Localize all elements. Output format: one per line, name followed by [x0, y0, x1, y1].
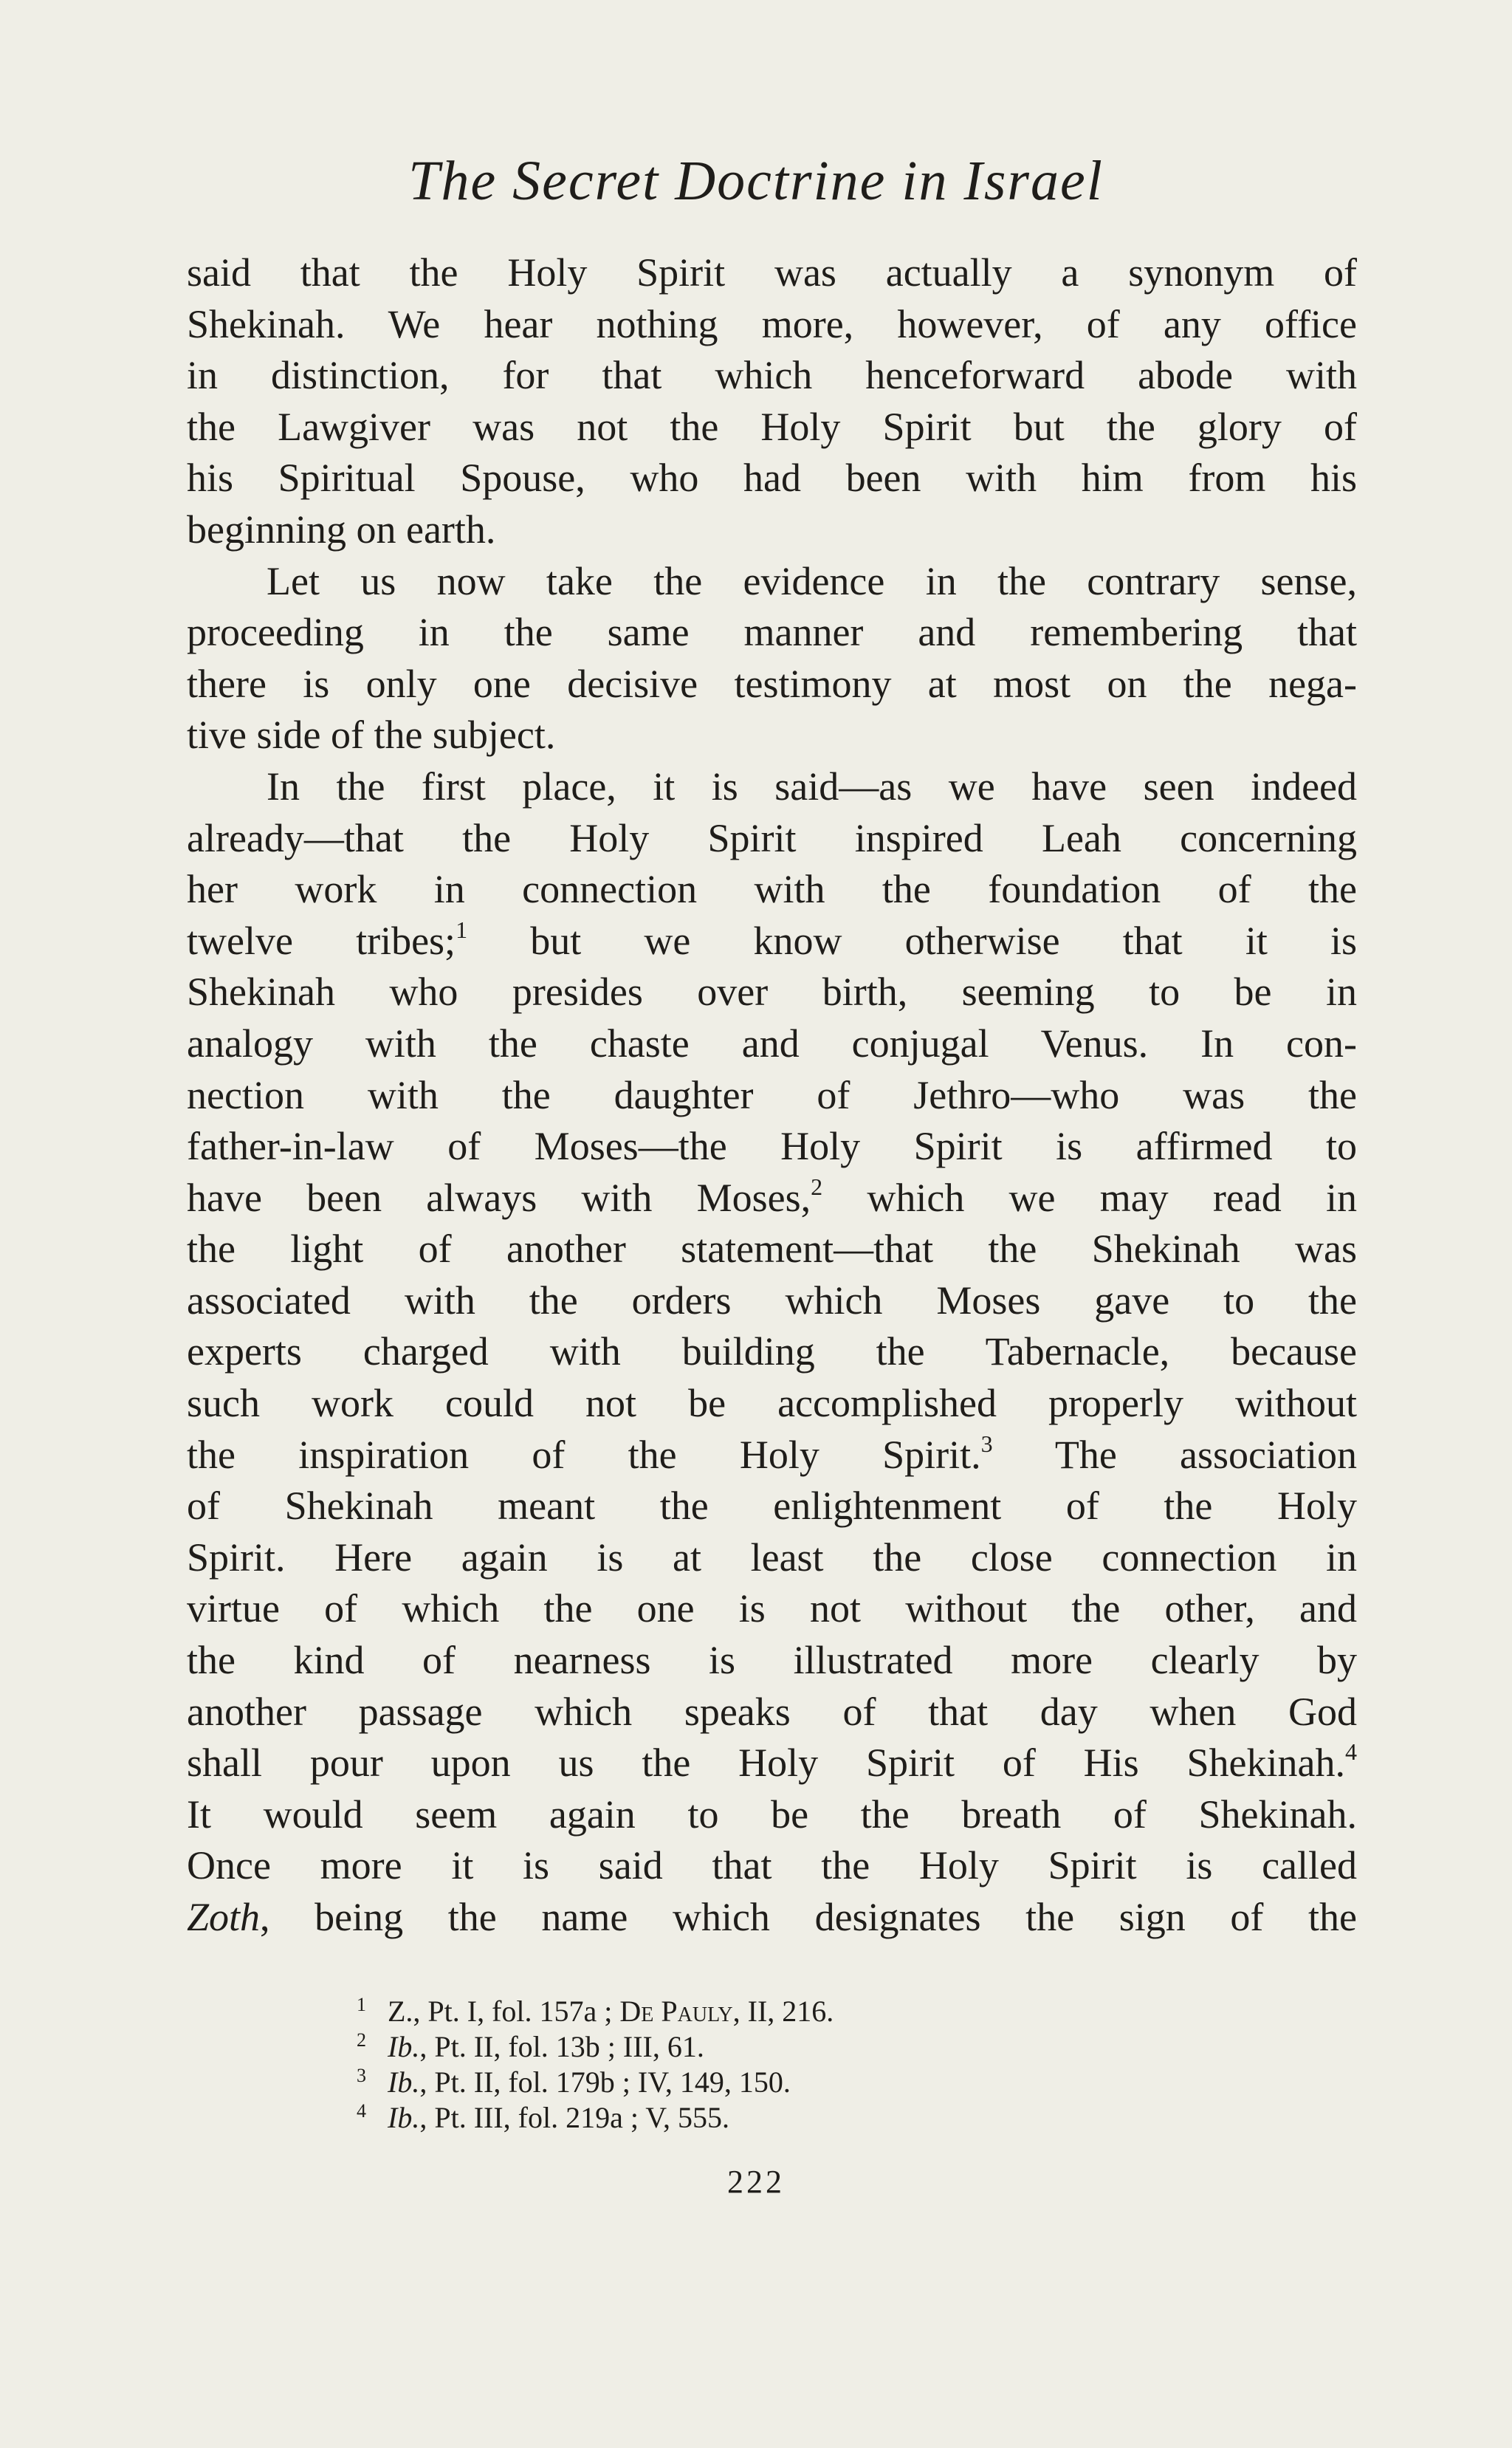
text-line: the light of another statement—that the Shekinah was	[187, 1227, 1357, 1272]
text-line: analogy with the chaste and conjugal Venus. In con-	[187, 1021, 1357, 1066]
text-line	[187, 1173, 1357, 1224]
text-line: virtue of which the one is not without the other, and	[187, 1586, 1357, 1631]
text-segment: The association	[992, 1432, 1357, 1477]
text-line: father-in-law of Moses—the Holy Spirit is affirmed to	[187, 1124, 1357, 1169]
text-line: In the first place, it is said—as we have seen indeed	[267, 764, 1357, 809]
text-segment: twelve tribes;	[187, 918, 456, 963]
text-line: Once more it is said that the Holy Spirit is called	[187, 1843, 1357, 1888]
text-line: another passage which speaks of that day when God	[187, 1689, 1357, 1734]
footnote-reference: 4	[1345, 1738, 1357, 1766]
page-number: 222	[727, 2164, 785, 2200]
ibid-abbrev: Ib.	[388, 2101, 420, 2134]
text-line: said that the Holy Spirit was actually a synonym of	[187, 250, 1357, 295]
text-line: his Spiritual Spouse, who had been with him from his	[187, 456, 1357, 501]
text-line: already—that the Holy Spirit inspired Leah concerning	[187, 815, 1357, 860]
text-line: Shekinah who presides over birth, seeming to be in	[187, 970, 1357, 1015]
text-line: in distinction, for that which henceforward abode with	[187, 353, 1357, 398]
text-line: associated with the orders which Moses gave to the	[187, 1278, 1357, 1323]
text-line: of Shekinah meant the enlightenment of the Holy	[187, 1484, 1357, 1529]
footnote-text: , II, 216.	[732, 1995, 834, 2028]
text-line: nection with the daughter of Jethro—who was the	[187, 1072, 1357, 1117]
body-text	[187, 247, 1357, 1944]
footnote-text: , Pt. II, fol. 179b ; IV, 149, 150.	[419, 2065, 791, 2099]
text-line: Shekinah. We hear nothing more, however, of any office	[187, 301, 1357, 346]
italic-word: Zoth	[187, 1895, 261, 1939]
ibid-abbrev: Ib.	[388, 2030, 420, 2063]
text-line: Spirit. Here again is at least the close connection in	[187, 1535, 1357, 1580]
text-line	[187, 1892, 1357, 1944]
footnote-reference: 2	[811, 1173, 823, 1200]
footnote-reference: 1	[456, 916, 468, 943]
footnote-reference: 3	[980, 1430, 993, 1457]
text-segment: have been always with Moses,	[187, 1175, 811, 1220]
text-segment: shall pour upon us the Holy Spirit of His Shekinah.	[187, 1741, 1345, 1786]
footnote: 2 Ib., Pt. II, fol. 13b ; III, 61.	[357, 2029, 704, 2063]
text-line: there is only one decisive testimony at most on the nega-	[187, 661, 1357, 706]
ibid-abbrev: Ib.	[388, 2065, 420, 2099]
author-name: De Pauly	[619, 1995, 733, 2028]
text-line: the kind of nearness is illustrated more clearly by	[187, 1638, 1357, 1683]
footnote-text: Z., Pt. I, fol. 157a ;	[388, 1995, 620, 2028]
footnote-text: , Pt. II, fol. 13b ; III, 61.	[419, 2030, 704, 2063]
text-line: Let us now take the evidence in the contrary sense,	[267, 558, 1357, 603]
footnote: 3 Ib., Pt. II, fol. 179b ; IV, 149, 150.	[357, 2065, 791, 2099]
footnote-text: , Pt. III, fol. 219a ; V, 555.	[419, 2101, 729, 2134]
text-line	[187, 1738, 1357, 1789]
text-line: proceeding in the same manner and remembering that	[187, 610, 1357, 655]
text-line: the Lawgiver was not the Holy Spirit but the glory of	[187, 404, 1357, 449]
footnote: 4 Ib., Pt. III, fol. 219a ; V, 555.	[357, 2100, 729, 2134]
text-line: her work in connection with the foundation of the	[187, 867, 1357, 912]
text-line: It would seem again to be the breath of Shekinah.	[187, 1792, 1357, 1837]
text-line	[187, 916, 1357, 967]
text-line: such work could not be accomplished properly without	[187, 1381, 1357, 1426]
text-line: experts charged with building the Tabernacle, because	[187, 1329, 1357, 1374]
running-head: The Secret Doctrine in Israel	[408, 150, 1104, 212]
text-line: beginning on earth.	[187, 507, 496, 552]
text-line: tive side of the subject.	[187, 713, 556, 758]
text-segment: but we know otherwise that it is	[467, 918, 1357, 963]
text-segment: , being the name which designates the sign of the	[260, 1895, 1357, 1939]
text-segment: the inspiration of the Holy Spirit.	[187, 1432, 981, 1477]
footnotes	[357, 1994, 1243, 2136]
text-line	[187, 1430, 1357, 1481]
text-segment: which we may read in	[822, 1175, 1357, 1220]
footnote: 1 Z., Pt. I, fol. 157a ; De Pauly, II, 216.	[357, 1994, 834, 2028]
